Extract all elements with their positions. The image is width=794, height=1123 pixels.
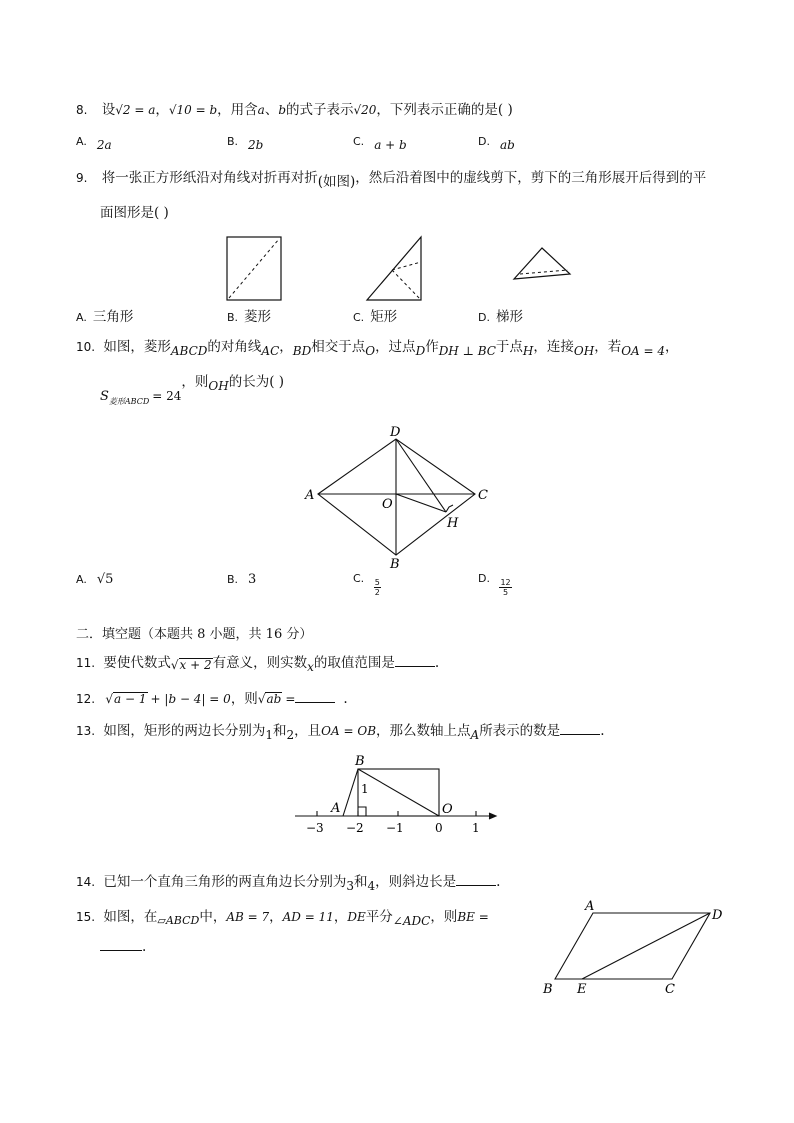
point-label-d: D (712, 908, 723, 923)
q15-text: 平分 (365, 909, 393, 925)
q10-math: DH ⊥ BC (438, 344, 496, 358)
q12-stem (76, 687, 348, 707)
q13-math: A (470, 728, 480, 742)
q9-cut-triangle-figure (510, 244, 574, 284)
cut-dashed-line (392, 270, 421, 300)
q12-text: ，则 (230, 691, 258, 707)
q8-option-d[interactable] (478, 134, 515, 152)
q11-text: 有意义，则实数 (212, 655, 308, 671)
q8-math: √2 = a (115, 103, 156, 117)
q13-number-line-figure (290, 752, 505, 837)
q12-math: + |b − 4| = 0 (150, 692, 231, 706)
point-label-a: A (331, 801, 341, 816)
q9-option-d[interactable] (478, 305, 523, 325)
q9-option-c[interactable] (353, 305, 397, 325)
q10-text: ，连接 (533, 339, 574, 355)
q13-math: 2 (286, 728, 295, 742)
q9-text: 将一张正方形纸沿对角线对折再对折 (101, 170, 318, 186)
point-label-b: B (390, 557, 400, 570)
q15-parallelogram-figure (538, 896, 738, 996)
q8-stem (76, 98, 513, 118)
q10-math: O (365, 344, 376, 358)
option-label: C. (353, 572, 365, 585)
q10-math: AC (261, 344, 280, 358)
q10-number: 10. (76, 340, 96, 354)
q12-math: = (285, 692, 296, 706)
option-value: 矩形 (370, 309, 398, 325)
q13-text: . (600, 723, 605, 739)
point-label-o: O (382, 497, 393, 512)
q10-math: ABCD (170, 344, 208, 358)
option-label: C. (353, 135, 365, 148)
point-label-e: E (577, 982, 587, 996)
q10-text: 相交于点 (311, 339, 366, 355)
answer-blank[interactable] (560, 722, 600, 735)
diagonal-dashed-line (229, 239, 279, 298)
q15-number: 15. (76, 910, 96, 924)
q13-text: ，且 (294, 723, 322, 739)
q15-text: ， (333, 909, 348, 925)
q10-option-c[interactable] (353, 572, 381, 597)
fraction (499, 578, 511, 597)
denominator: 2 (374, 588, 380, 597)
option-value: 3 (248, 572, 257, 587)
denominator: 5 (503, 588, 509, 597)
q8-option-c[interactable] (353, 134, 407, 152)
segment-oh (396, 494, 446, 512)
q8-text: 的式子表示 (286, 102, 354, 118)
q10-math: D (415, 344, 426, 358)
q15-text: 中， (199, 909, 227, 925)
numerator: 5 (374, 578, 380, 587)
parallelogram-outline (555, 913, 710, 979)
q15-math: AD = 11 (282, 910, 334, 924)
q10-math: H (522, 344, 534, 358)
point-label-b: B (355, 754, 365, 769)
answer-blank[interactable] (100, 938, 142, 951)
q14-math: 4 (367, 879, 376, 893)
right-angle-mark (446, 505, 453, 512)
radicand: x + 2 (179, 658, 212, 672)
option-value: 三角形 (92, 309, 134, 325)
q10-math: OA = 4 (621, 344, 666, 358)
q10-option-d[interactable] (478, 572, 512, 597)
q10-text: 如图，菱形 (103, 339, 171, 355)
q13-text: 如图，矩形的两边长分别为 (103, 723, 266, 739)
q8-math: b (278, 103, 286, 117)
option-label: D. (478, 572, 490, 585)
option-label: A. (76, 135, 87, 148)
answer-blank[interactable] (395, 654, 435, 667)
q9-square-figure (222, 232, 286, 304)
q10-stem-line2 (100, 370, 285, 406)
q8-text: ， (155, 102, 169, 118)
q10-rhombus-figure (300, 420, 500, 570)
point-label-c: C (478, 488, 488, 503)
numerator: 12 (500, 578, 511, 587)
q10-option-a[interactable] (76, 572, 113, 587)
q13-math: OA = OB (321, 724, 377, 738)
option-label: B. (227, 573, 239, 586)
fraction (374, 578, 381, 597)
perpendicular-dh (396, 439, 446, 512)
q15-text: 如图，在 (103, 909, 158, 925)
small-triangle-outline (514, 248, 570, 279)
q15-text: ，则 (430, 909, 458, 925)
option-label: B. (227, 311, 239, 324)
right-angle-mark (358, 807, 366, 816)
q11-text: 的取值范围是 (313, 655, 395, 671)
q10-text: 的对角线 (207, 339, 262, 355)
option-label: D. (478, 135, 490, 148)
q8-math: √10 = b (168, 103, 218, 117)
tick-label: −3 (306, 821, 324, 835)
q10-text: ，则 (181, 374, 209, 390)
sqrt-expression: √ab (257, 692, 282, 706)
q8-text: 设 (101, 102, 116, 118)
q14-stem (76, 870, 501, 893)
point-label-a: A (585, 899, 595, 914)
q10-math: OH (208, 379, 229, 393)
answer-blank[interactable] (456, 873, 496, 886)
point-label-b: B (543, 982, 553, 996)
option-value: 菱形 (244, 309, 272, 325)
q10-text: 作 (425, 339, 439, 355)
inner-dashed-line (520, 270, 568, 274)
option-label: B. (227, 135, 239, 148)
q10-math: OH (573, 344, 595, 358)
option-label: C. (353, 311, 365, 324)
point-label-a: A (305, 488, 315, 503)
triangle-outline (367, 237, 421, 300)
q13-text: 和 (273, 723, 287, 739)
q10-text: 于点 (495, 339, 523, 355)
option-value: √5 (96, 572, 114, 587)
q13-math: 1 (265, 728, 274, 742)
tick-label: −1 (386, 821, 404, 835)
q15-math: ∠ADC (392, 914, 431, 928)
option-value: 2b (248, 138, 264, 152)
point-label-o: O (442, 802, 453, 817)
q15-text: ， (269, 909, 283, 925)
q14-math: 3 (346, 879, 355, 893)
q14-text: . (496, 874, 501, 890)
q10-text: 的长为( ) (228, 374, 285, 390)
sqrt-expression: √a − 1 (105, 692, 147, 706)
q8-number: 8. (76, 103, 88, 117)
axis-arrow (489, 813, 496, 819)
q10-area-value: = 24 (152, 389, 182, 403)
q10-option-b[interactable] (227, 572, 256, 587)
side-length-label: 1 (361, 782, 369, 796)
q9-text: 面图形是( ) (100, 205, 169, 221)
q10-area-subscript: 菱形ABCD (108, 397, 150, 406)
radicand: a − 1 (114, 692, 147, 706)
q10-math: BD (292, 344, 312, 358)
q11-number: 11. (76, 656, 96, 670)
q10-text: ，若 (594, 339, 622, 355)
diagonal-ob (358, 769, 439, 816)
option-label: D. (478, 311, 490, 324)
point-label-h: H (447, 516, 459, 531)
q15-math: DE (347, 910, 366, 924)
q9-folded-triangle-figure (363, 232, 427, 304)
q11-stem (76, 651, 440, 674)
segment-ab (343, 769, 358, 816)
q10-text: ，过点 (375, 339, 416, 355)
tick-label: −2 (346, 821, 364, 835)
point-label-c: C (665, 982, 675, 996)
q14-text: 和 (354, 874, 368, 890)
q9-number: 9. (76, 171, 88, 185)
q8-option-b[interactable] (227, 134, 264, 152)
q14-number: 14. (76, 875, 96, 889)
q8-text: ，下列表示正确的是( ) (376, 102, 513, 118)
answer-blank[interactable] (295, 690, 335, 703)
q8-text: 、 (264, 102, 279, 118)
section-heading: 二．填空题（本题共 8 小题，共 16 分） (76, 627, 313, 642)
q9-option-a[interactable] (76, 305, 133, 325)
q11-text: . (434, 655, 440, 671)
q8-text: ，用含 (217, 102, 258, 118)
q8-option-a[interactable] (76, 134, 112, 152)
tick-label: 0 (435, 821, 443, 835)
q10-stem (76, 335, 679, 358)
q14-text: ，则斜边长是 (375, 874, 457, 890)
q11-text: 要使代数式 (103, 655, 171, 671)
q13-text: 所表示的数是 (479, 723, 561, 739)
option-value: 梯形 (495, 309, 523, 325)
sqrt-expression: √x + 2 (170, 658, 212, 672)
q15-text: . (142, 939, 147, 955)
q15-stem (76, 905, 489, 928)
q8-math: a (257, 103, 265, 117)
q15-stem-line2 (100, 938, 146, 955)
q15-math: ▱ABCD (157, 914, 200, 927)
point-label-d: D (390, 425, 401, 440)
q12-text: . (343, 691, 348, 707)
option-value: ab (499, 138, 515, 152)
q9-option-b[interactable] (227, 305, 271, 325)
q9-text: ，然后沿着图中的虚线剪下，剪下的三角形展开后得到的平 (355, 170, 707, 186)
option-label: A. (76, 311, 87, 324)
q10-area-symbol: S (100, 389, 109, 404)
q10-text: ， (665, 339, 679, 355)
option-value: a + b (374, 138, 407, 152)
q12-number: 12. (76, 692, 96, 706)
q8-math: √20 (353, 103, 377, 117)
q15-math: AB = 7 (226, 910, 270, 924)
q13-number: 13. (76, 724, 96, 738)
q13-stem (76, 719, 605, 742)
q10-text: ， (279, 339, 293, 355)
q13-text: ，那么数轴上点 (376, 723, 471, 739)
option-value: 2a (96, 138, 112, 152)
q14-text: 已知一个直角三角形的两直角边长分别为 (103, 874, 347, 890)
tick-label: 1 (472, 821, 480, 835)
option-label: A. (76, 573, 87, 586)
q9-text: (如图) (317, 174, 356, 190)
q9-stem (76, 166, 707, 190)
q15-math: BE = (457, 910, 489, 924)
q11-math: x (307, 660, 314, 674)
radicand: ab (266, 692, 282, 706)
